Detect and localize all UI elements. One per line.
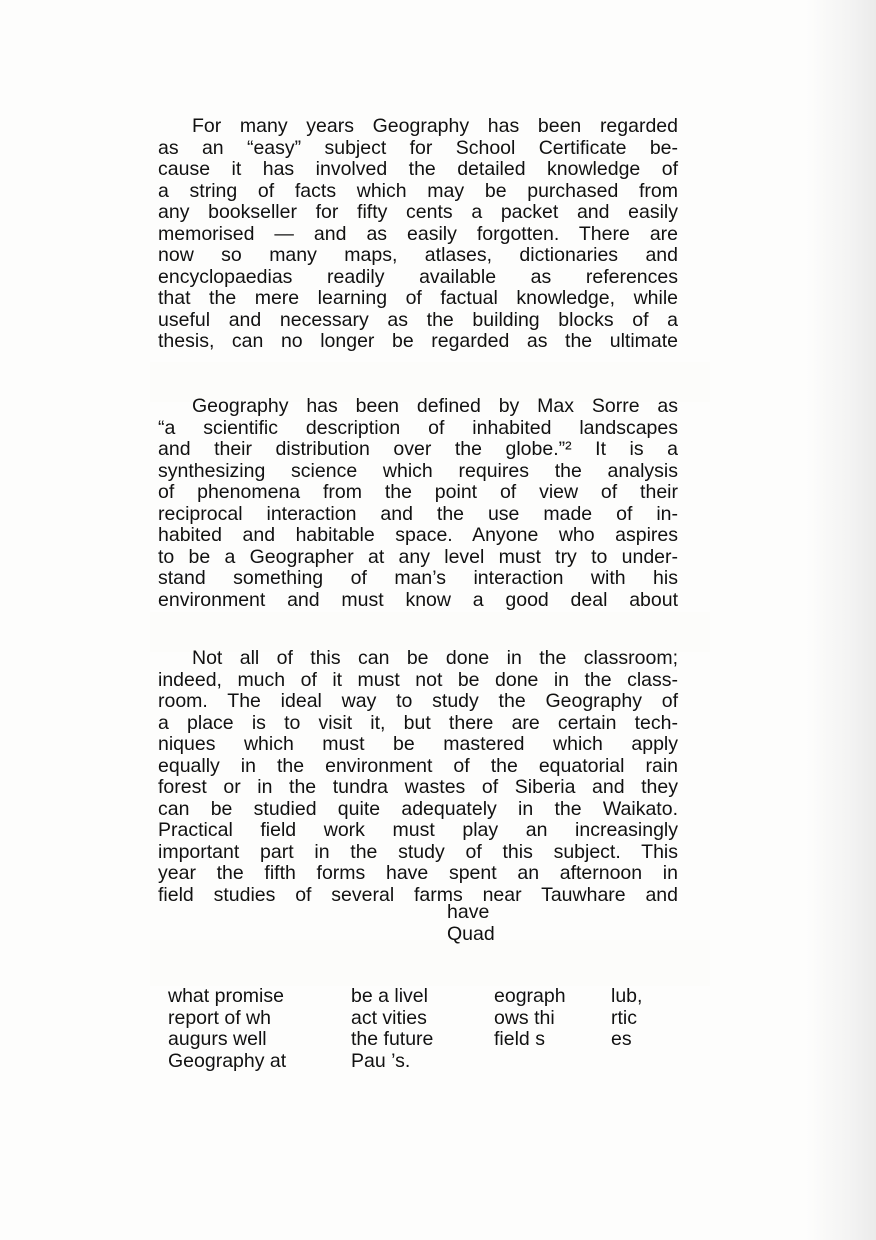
text-line: important part in the study of this subject. This <box>158 840 678 863</box>
fragment-have: have <box>447 901 490 923</box>
text-line: and their distribution over the globe.”² It is a <box>158 438 678 460</box>
text-line: Practical field work must play an increasingly <box>158 819 678 841</box>
faded-text-band <box>150 940 710 986</box>
fragment-line: the future <box>351 1028 434 1051</box>
text-line: cause it has involved the detailed knowledge of <box>158 158 678 180</box>
fragment-line: field s <box>494 1028 545 1051</box>
text-line: “a scientific description of inhabited landscapes <box>158 416 678 439</box>
fragment-line: report of wh <box>168 1006 271 1029</box>
fragment-line: rtic <box>611 1006 637 1029</box>
text-line: equally in the environment of the equatorial rain <box>158 754 678 777</box>
text-line: memorised — and as easily forgotten. There are <box>158 222 678 245</box>
text-line: to be a Geographer at any level must try to under- <box>158 545 678 568</box>
fragment-line: what promise <box>168 985 284 1007</box>
paragraph-1 <box>158 116 678 353</box>
paragraph-3 <box>158 648 678 906</box>
fragment-line: Pau ’s. <box>351 1049 411 1072</box>
fragment-quad: Quad <box>447 923 495 945</box>
text-line: of phenomena from the point of view of their <box>158 481 678 503</box>
text-line: For many years Geography has been regarded <box>192 115 678 137</box>
page-edge-shadow <box>806 0 876 1240</box>
fragment-line: eograph <box>494 985 566 1007</box>
text-line: environment and must know a good deal about <box>158 588 678 611</box>
text-line: field studies of several farms near Tauwhare and <box>158 883 678 906</box>
text-line: useful and necessary as the building blocks of a <box>158 308 678 331</box>
text-line: any bookseller for fifty cents a packet and easily <box>158 201 678 223</box>
text-line: that the mere learning of factual knowledge, while <box>158 287 678 309</box>
text-line: as an “easy” subject for School Certificate be- <box>158 136 678 159</box>
fragment-column-2 <box>351 986 433 1072</box>
text-line: now so many maps, atlases, dictionaries and <box>158 244 678 266</box>
text-line: reciprocal interaction and the use made of in- <box>158 502 678 525</box>
fragment-column-3 <box>494 986 566 1051</box>
text-line: year the fifth forms have spent an afternoon in <box>158 862 678 884</box>
text-line: can be studied quite adequately in the Waikato. <box>158 797 678 820</box>
fragment-line: es <box>611 1028 632 1051</box>
text-line: a string of facts which may be purchased from <box>158 179 678 202</box>
text-line: forest or in the tundra wastes of Siberia and they <box>158 776 678 798</box>
fragment-line: be a livel <box>351 985 428 1007</box>
text-line: habited and habitable space. Anyone who aspires <box>158 524 678 546</box>
fragment-line: Geography at <box>168 1049 287 1072</box>
text-line: Not all of this can be done in the classroom; <box>192 647 678 669</box>
text-line: thesis, can no longer be regarded as the ultimate <box>158 330 678 352</box>
text-line: a place is to visit it, but there are certain tech- <box>158 711 678 734</box>
text-line: room. The ideal way to study the Geography of <box>158 690 678 712</box>
fragment-column-1 <box>168 986 286 1072</box>
text-line: encyclopaedias readily available as references <box>158 265 678 288</box>
fragment-line: lub, <box>611 985 643 1007</box>
fragment-line: ows thi <box>494 1006 555 1029</box>
fragment-column-4 <box>611 986 642 1051</box>
fragment-line: augurs well <box>168 1028 267 1051</box>
text-line: niques which must be mastered which apply <box>158 733 678 755</box>
text-line: synthesizing science which requires the analysis <box>158 459 678 482</box>
paragraph-2 <box>158 396 678 611</box>
faded-text-band <box>150 612 710 652</box>
fragment-line: act vities <box>351 1006 427 1029</box>
text-line: indeed, much of it must not be done in the class- <box>158 668 678 691</box>
text-line: stand something of man’s interaction with his <box>158 567 678 589</box>
text-line: Geography has been defined by Max Sorre as <box>192 395 678 417</box>
